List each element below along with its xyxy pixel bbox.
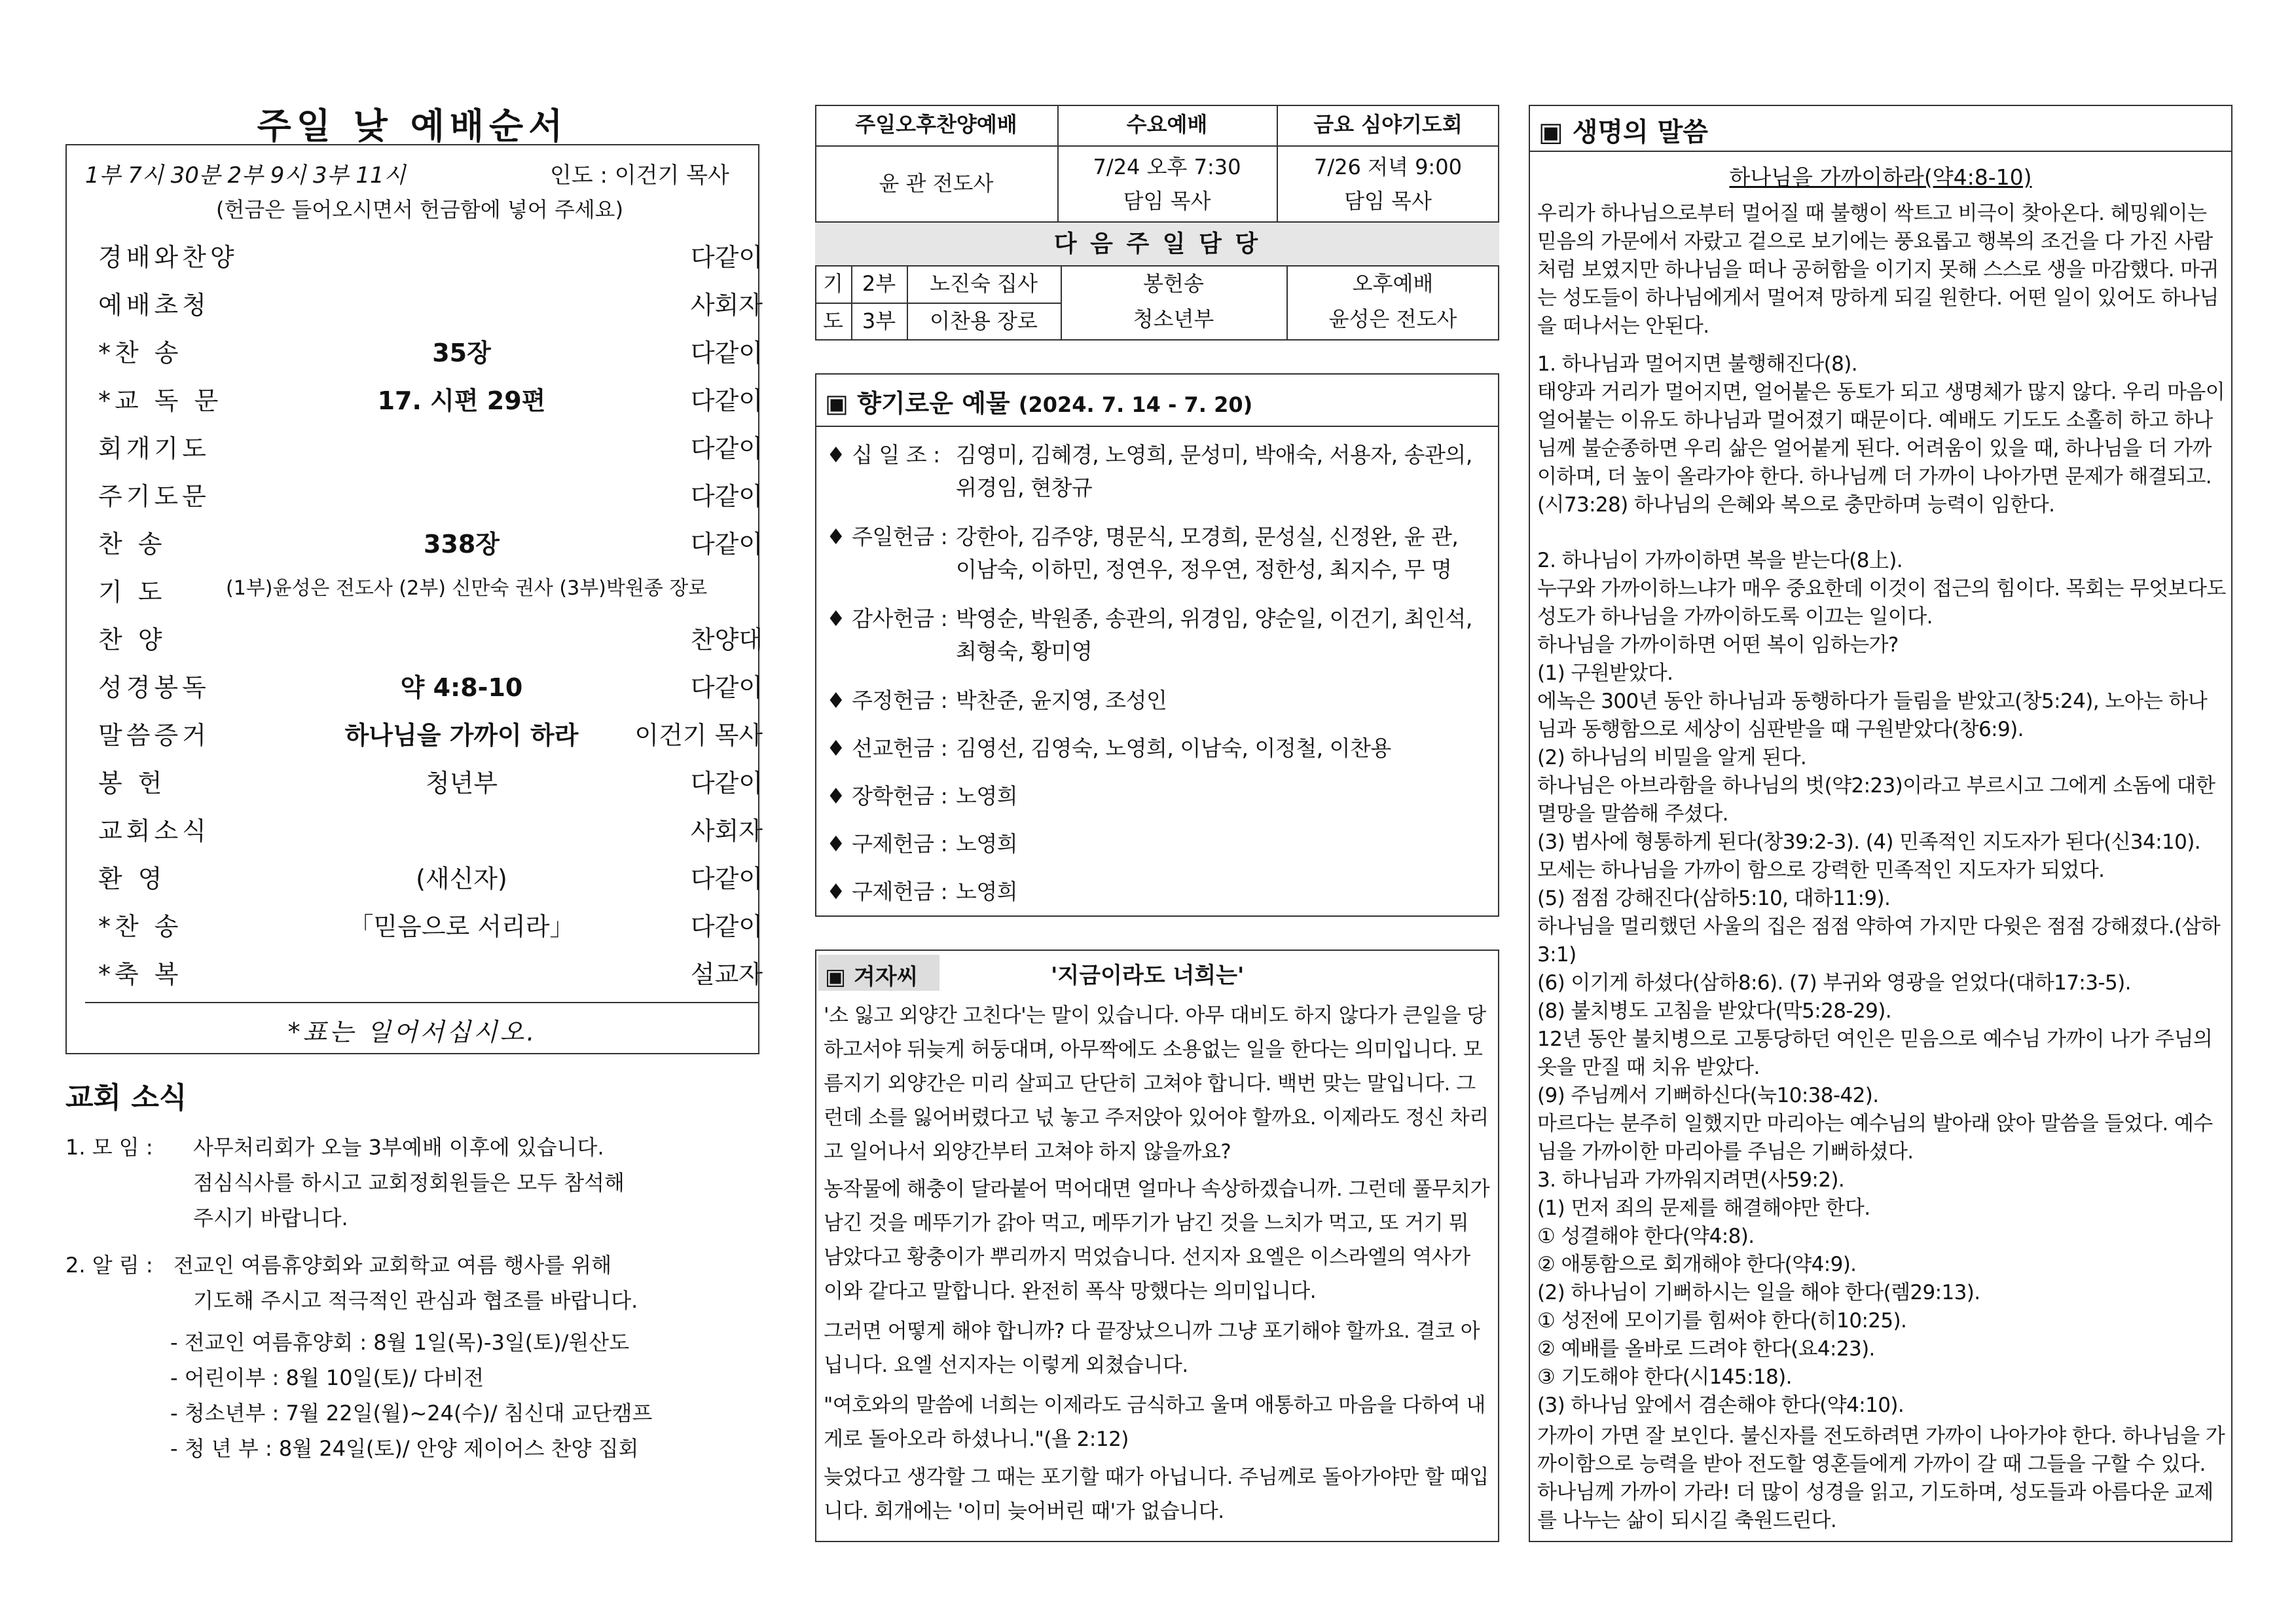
order-item-who: 이건기 목사 — [634, 721, 763, 750]
church-news-title: 교회 소식 — [65, 1081, 187, 1115]
sermon-line: 3. 하나님과 가까워지려면(사59:2). — [1537, 1168, 1845, 1192]
news-item-text: 기도해 주시고 적극적인 관심과 협조를 바랍니다. — [193, 1288, 638, 1313]
offering-type: ♦ 십 일 조 : — [826, 442, 940, 468]
order-item — [88, 285, 763, 324]
sermon-line: 우리가 하나님으로부터 멀어질 때 불행이 싹트고 비극이 찾아온다. 헤밍웨이는 믿음의 가문에서 자랐고 겉으로 보기에는 풍요롭고 행복의 조건을 다 가진 사람처럼 보였지만 하나님을 떠나 공허함을 이기지 못해 스스로 생을 마감했다. 마귀는 성도들이 하나님에게서 멀어져 망하게 되길 원한다. 어떤 일이 있어도 하나님을 떠나서는 안된다. — [1537, 202, 2219, 338]
offering-type: ♦ 장학헌금 : — [826, 783, 948, 809]
news-item-text: 전교인 여름휴양회와 교회학교 여름 행사를 위해 — [173, 1253, 612, 1278]
order-item — [88, 476, 763, 515]
offering-note: (헌금은 들어오시면서 헌금함에 넣어 주세요) — [216, 197, 624, 222]
order-item-content: 17. 시편 29편 — [377, 386, 546, 415]
order-item-name: 찬 송 — [98, 530, 166, 559]
order-item-name: 예배초청 — [98, 291, 210, 320]
schedule-cell: 도 — [823, 308, 843, 333]
offering-row — [826, 521, 1487, 586]
order-item-name: 찬 양 — [98, 625, 166, 654]
schedule-cell: 2부 — [862, 271, 896, 296]
order-item-who: 다같이 — [690, 482, 763, 511]
order-item — [88, 954, 763, 993]
schedule-cell: 담임 목사 — [1123, 189, 1211, 213]
order-item-name: 환 영 — [98, 864, 166, 893]
sermon-line: (8) 불치병도 고침을 받았다(막5:28-29). — [1537, 999, 1891, 1023]
offering-row — [826, 780, 1487, 813]
mustard-seed-title: '지금이라도 너희는' — [1051, 963, 1245, 989]
news-item-text: 사무처리회가 오늘 3부예배 이후에 있습니다. — [193, 1135, 604, 1160]
sermon-line: 모세는 하나님을 가까이 함으로 강력한 민족적인 지도자가 되었다. — [1537, 858, 2105, 882]
sermon-line: ① 성결해야 한다(약4:8). — [1537, 1225, 1755, 1248]
schedule-header: 주일오후찬양예배 — [855, 112, 1017, 137]
offering-names: 박찬준, 윤지영, 조성인 — [956, 688, 1167, 713]
order-item-name: 주기도문 — [98, 482, 210, 511]
sermon-line: (2) 하나님이 기뻐하시는 일을 해야 한다(렘29:13). — [1537, 1281, 1980, 1304]
order-item-who: 다같이 — [690, 434, 763, 463]
offering-row — [826, 439, 1487, 504]
order-item-who: 다같이 — [690, 339, 763, 367]
order-item-name: *찬 송 — [98, 912, 183, 941]
schedule-cell: 7/26 저녁 9:00 — [1314, 155, 1462, 179]
service-times: 1부 7시 30분 2부 9시 3부 11시 — [85, 162, 406, 189]
offering-names: 강한아, 김주양, 명문식, 모경희, 문성실, 신정완, 윤 관, 이남숙, 이하민, 정연우, 정우연, 정한성, 최지수, 무 명 — [956, 524, 1459, 582]
order-item-who: 다같이 — [690, 864, 763, 893]
mustard-paragraph: 늦었다고 생각할 그 때는 포기할 때가 아닙니다. 주님께로 돌아가야만 할 때입니다. 회개에는 '이미 늦어버린 때'가 없습니다. — [824, 1466, 1489, 1523]
schedule-cell: 오후예배 — [1352, 271, 1434, 296]
schedule-cell: 청소년부 — [1133, 306, 1214, 331]
sermon-line: 2. 하나님이 가까이하면 복을 받는다(8上). — [1537, 549, 1903, 572]
offering-type: ♦ 감사헌금 : — [826, 606, 948, 631]
sermon-line: (1) 구원받았다. — [1537, 661, 1673, 685]
order-title: 주일 낮 예배순서 — [257, 105, 568, 147]
service-leader: 인도 : 이건기 목사 — [550, 162, 729, 189]
order-item — [88, 858, 763, 898]
order-item-name: *축 복 — [98, 960, 183, 989]
offering-header — [825, 383, 1252, 419]
news-item-text: 점심식사를 하시고 교회정회원들은 모두 참석해 — [193, 1170, 625, 1195]
order-item — [88, 667, 763, 707]
offering-title: ▣ 향기로운 예물 — [825, 389, 1010, 418]
news-sub-item: - 청 년 부 : 8월 24일(토)/ 안양 제이어스 찬양 집회 — [170, 1436, 639, 1461]
word-of-life-header: ▣ 생명의 말씀 — [1539, 117, 1708, 147]
news-sub-item: - 청소년부 : 7월 22일(월)~24(수)/ 침신대 교단캠프 — [170, 1401, 653, 1426]
offering-row — [826, 876, 1487, 908]
sermon-line: (5) 점점 강해진다(삼하5:10, 대하11:9). — [1537, 887, 1891, 910]
order-item — [88, 619, 763, 659]
offering-names: 박영순, 박원종, 송관의, 위경임, 양순일, 이건기, 최인석, 최형숙, 황미영 — [956, 606, 1472, 664]
offering-row — [826, 602, 1487, 668]
mustard-seed-tag: ▣ 겨자씨 — [818, 955, 939, 991]
order-item-content: 35장 — [432, 339, 491, 367]
order-item-name: 경배와찬양 — [98, 243, 238, 272]
order-item-who: 다같이 — [690, 243, 763, 272]
order-item — [88, 811, 763, 850]
sermon-line: ② 예배를 올바로 드려야 한다(요4:23). — [1537, 1337, 1875, 1361]
order-item — [88, 237, 763, 276]
order-item — [88, 763, 763, 802]
grid-line — [815, 265, 1499, 267]
offering-type: ♦ 구제헌금 : — [826, 879, 948, 904]
offering-period: (2024. 7. 14 - 7. 20) — [1018, 392, 1253, 417]
schedule-cell: 윤 관 전도사 — [879, 171, 994, 196]
schedule-cell: 노진숙 집사 — [930, 271, 1038, 296]
sermon-line: (2) 하나님의 비밀을 알게 된다. — [1537, 746, 1807, 769]
schedule-cell: 봉헌송 — [1143, 271, 1204, 296]
sermon-line: ③ 기도해야 한다(시145:18). — [1537, 1365, 1792, 1389]
divider — [1529, 151, 2232, 152]
order-item-who: 다같이 — [690, 673, 763, 702]
offering-type: ♦ 주정헌금 : — [826, 688, 948, 713]
offering-type: ♦ 선교헌금 : — [826, 735, 948, 761]
order-item-name: 기 도 — [98, 578, 166, 606]
order-item-who: 다같이 — [690, 530, 763, 559]
sermon-line: (6) 이기게 하셨다(삼하8:6). (7) 부귀와 영광을 얻었다(대하17:3-5). — [1537, 971, 2131, 995]
sermon-line: 하나님을 가까이하면 어떤 복이 임하는가? — [1537, 633, 1899, 657]
order-item-name: 성경봉독 — [98, 673, 210, 702]
news-sub-item: - 전교인 여름휴양회 : 8월 1일(목)-3일(토)/원산도 — [170, 1330, 630, 1355]
order-item — [88, 524, 763, 563]
sermon-line: ② 애통함으로 회개해야 한다(약4:9). — [1537, 1253, 1857, 1276]
schedule-cell: 윤성은 전도사 — [1328, 306, 1457, 331]
offering-type: ♦ 주일헌금 : — [826, 524, 948, 549]
offering-names: 노영희 — [956, 783, 1018, 809]
order-item-name: 봉 헌 — [98, 769, 166, 798]
sermon-line: 가까이 가면 잘 보인다. 불신자를 전도하려면 가까이 나아가야 한다. 하나님을 가까이함으로 능력을 받아 전도할 영혼들에게 가까이 갈 때 그들을 구할 수 있다. 하나님께 가까이 가라! 더 많이 성경을 읽고, 기도하며, 성도들과 아름다운 교제를 나누는 삶이 되시길 축원드린다. — [1537, 1424, 2225, 1532]
order-item-content: 「믿음으로 서리라」 — [348, 912, 575, 941]
order-item-who: 다같이 — [690, 912, 763, 941]
offering-type: ♦ 구제헌금 : — [826, 831, 948, 857]
order-item-who: 다같이 — [690, 769, 763, 798]
schedule-header: 금요 심야기도회 — [1313, 112, 1463, 137]
sermon-line: 하나님을 멀리했던 사울의 집은 점점 약하여 가지만 다윗은 점점 강해졌다.(삼하3:1) — [1537, 915, 2221, 967]
schedule-cell: 기 — [823, 271, 843, 296]
next-week-header: 다 음 주 일 담 당 — [1053, 231, 1261, 257]
offering-names: 김영미, 김혜경, 노영희, 문성미, 박애숙, 서용자, 송관의, 위경임, 현창규 — [956, 442, 1472, 500]
order-item-name: *찬 송 — [98, 339, 183, 367]
order-item-name: *교 독 문 — [98, 386, 223, 415]
order-item-who: 다같이 — [690, 386, 763, 415]
sermon-line: 누구와 가까이하느냐가 매우 중요한데 이것이 접근의 힘이다. 목회는 무엇보다도 성도가 하나님을 가까이하도록 이끄는 일이다. — [1537, 577, 2226, 629]
schedule-cell: 담임 목사 — [1344, 189, 1432, 213]
order-item-content: 하나님을 가까이 하라 — [344, 721, 579, 750]
schedule-cell: 7/24 오후 7:30 — [1093, 155, 1241, 179]
mustard-paragraph: 농작물에 해충이 달라붙어 먹어대면 얼마나 속상하겠습니까. 그런데 풀무치가 남긴 것을 메뚜기가 갉아 먹고, 메뚜기가 남긴 것을 느치가 먹고, 또 거기 뭐 남았다고 황충이가 뿌리까지 먹었습니다. 선지자 요엘은 이스라엘의 역사가 이와 같다고 말합니다. 완전히 폭삭 망했다는 의미입니다. — [824, 1177, 1490, 1303]
order-item — [88, 428, 763, 468]
order-item-who: 사회자 — [690, 817, 763, 845]
sermon-line: (9) 주님께서 기뻐하신다(눅10:38-42). — [1537, 1084, 1879, 1107]
news-item-text: 주시기 바랍니다. — [193, 1206, 348, 1230]
order-item-name: 교회소식 — [98, 817, 210, 845]
sermon-line: 마르다는 분주히 일했지만 마리아는 예수님의 발아래 앉아 말씀을 들었다. 예수님을 가까이한 마리아를 주님은 기뻐하셨다. — [1537, 1112, 2213, 1164]
offering-names: 김영선, 김영숙, 노영희, 이남숙, 이정철, 이찬용 — [956, 735, 1391, 761]
order-item-who: 찬양대 — [690, 625, 763, 654]
order-item — [88, 572, 763, 611]
schedule-cell: 이찬용 장로 — [930, 308, 1038, 333]
order-item-content: (새신자) — [416, 864, 507, 893]
order-item-name: 회개기도 — [98, 434, 210, 463]
order-item-content: 청년부 — [425, 769, 498, 798]
offering-row — [826, 732, 1487, 765]
stand-note: *표는 일어서십시오. — [287, 1018, 538, 1046]
order-item-who: 설교자 — [690, 960, 763, 989]
order-item-content: (1부)윤성은 전도사 (2부) 신만숙 권사 (3부)박원종 장로 — [226, 577, 708, 600]
order-item-who: 사회자 — [690, 291, 763, 320]
mustard-paragraph: '소 잃고 외양간 고친다'는 말이 있습니다. 아무 대비도 하지 않다가 큰일을 당하고서야 뒤늦게 허둥대며, 아무짝에도 소용없는 일을 한다는 의미입니다. 모름지기 외양간은 미리 살피고 단단히 고쳐야 합니다. 백번 맞는 말입니다. 그런데 소를 잃어버렸다고 넋 놓고 주저앉아 있어야 할까요. 이제라도 정신 차리고 일어나서 외양간부터 고쳐야 하지 않을까요? — [824, 1004, 1489, 1164]
news-sub-item: - 어린이부 : 8월 10일(토)/ 다비전 — [170, 1365, 484, 1390]
news-item-label: 2. 알 림 : — [65, 1253, 153, 1278]
order-item — [88, 715, 763, 754]
sermon-line: 에녹은 300년 동안 하나님과 동행하다가 들림을 받았고(창5:24), 노아는 하나님과 동행함으로 세상이 심판받을 때 구원받았다(창6:9). — [1537, 690, 2208, 741]
order-item — [88, 333, 763, 372]
grid-line — [815, 145, 1499, 147]
mustard-paragraph: "여호와의 말씀에 너희는 이제라도 금식하고 울며 애통하고 마음을 다하여 내게로 돌아오라 하셨나니."(욜 2:12) — [824, 1393, 1485, 1451]
sermon-line: 태양과 거리가 멀어지면, 얼어붙은 동토가 되고 생명체가 많지 않다. 우리 마음이 얼어붙는 이유도 하나님과 멀어졌기 때문이다. 예배도 기도도 소홀히 하고 하나님께 불순종하면 우리 삶은 얼어붙게 된다. 어려움이 있을 때, 하나님을 더 가까이하며, 더 높이 올라가야 한다. 하나님께 더 가까이 나아가면 문제가 해결되고.(시73:28) 하나님의 은혜와 복으로 충만하며 능력이 임한다. — [1537, 380, 2225, 517]
sermon-line: (1) 먼저 죄의 문제를 해결해야만 한다. — [1537, 1196, 1870, 1220]
sermon-title: 하나님을 가까이하라(약4:8-10) — [1729, 164, 2032, 190]
sermon-line: (3) 범사에 형통하게 된다(창39:2-3). (4) 민족적인 지도자가 된다(신34:10). — [1537, 830, 2201, 854]
divider — [815, 426, 1499, 427]
sermon-line: (3) 하나님 앞에서 겸손해야 한다(약4:10). — [1537, 1393, 1904, 1417]
sermon-line: 1. 하나님과 멀어지면 불행해진다(8). — [1537, 352, 1858, 376]
sermon-line: 12년 동안 불치병으로 고통당하던 여인은 믿음으로 예수님 가까이 나가 주님의 옷을 만질 때 치유 받았다. — [1537, 1027, 2213, 1079]
sermon-line: ① 성전에 모이기를 힘써야 한다(히10:25). — [1537, 1309, 1907, 1333]
offering-names: 노영희 — [956, 831, 1018, 857]
order-item-name: 말씀증거 — [98, 721, 210, 750]
order-item-content: 약 4:8-10 — [400, 673, 523, 702]
order-item-content: 338장 — [423, 530, 500, 559]
news-item-label: 1. 모 임 : — [65, 1135, 153, 1160]
mustard-paragraph: 그러면 어떻게 해야 합니까? 다 끝장났으니까 그냥 포기해야 할까요. 결코 아닙니다. 요엘 선지자는 이렇게 외쳤습니다. — [824, 1320, 1480, 1377]
sermon-line: 하나님은 아브라함을 하나님의 벗(약2:23)이라고 부르시고 그에게 소돔에 대한 멸망을 말씀해 주셨다. — [1537, 774, 2215, 826]
schedule-cell: 3부 — [862, 308, 896, 333]
offering-row — [826, 684, 1487, 717]
schedule-header: 수요예배 — [1126, 112, 1208, 137]
offering-row — [826, 828, 1487, 860]
offering-names: 노영희 — [956, 879, 1018, 904]
divider — [85, 1002, 759, 1003]
order-item — [88, 906, 763, 946]
order-item — [88, 380, 763, 420]
